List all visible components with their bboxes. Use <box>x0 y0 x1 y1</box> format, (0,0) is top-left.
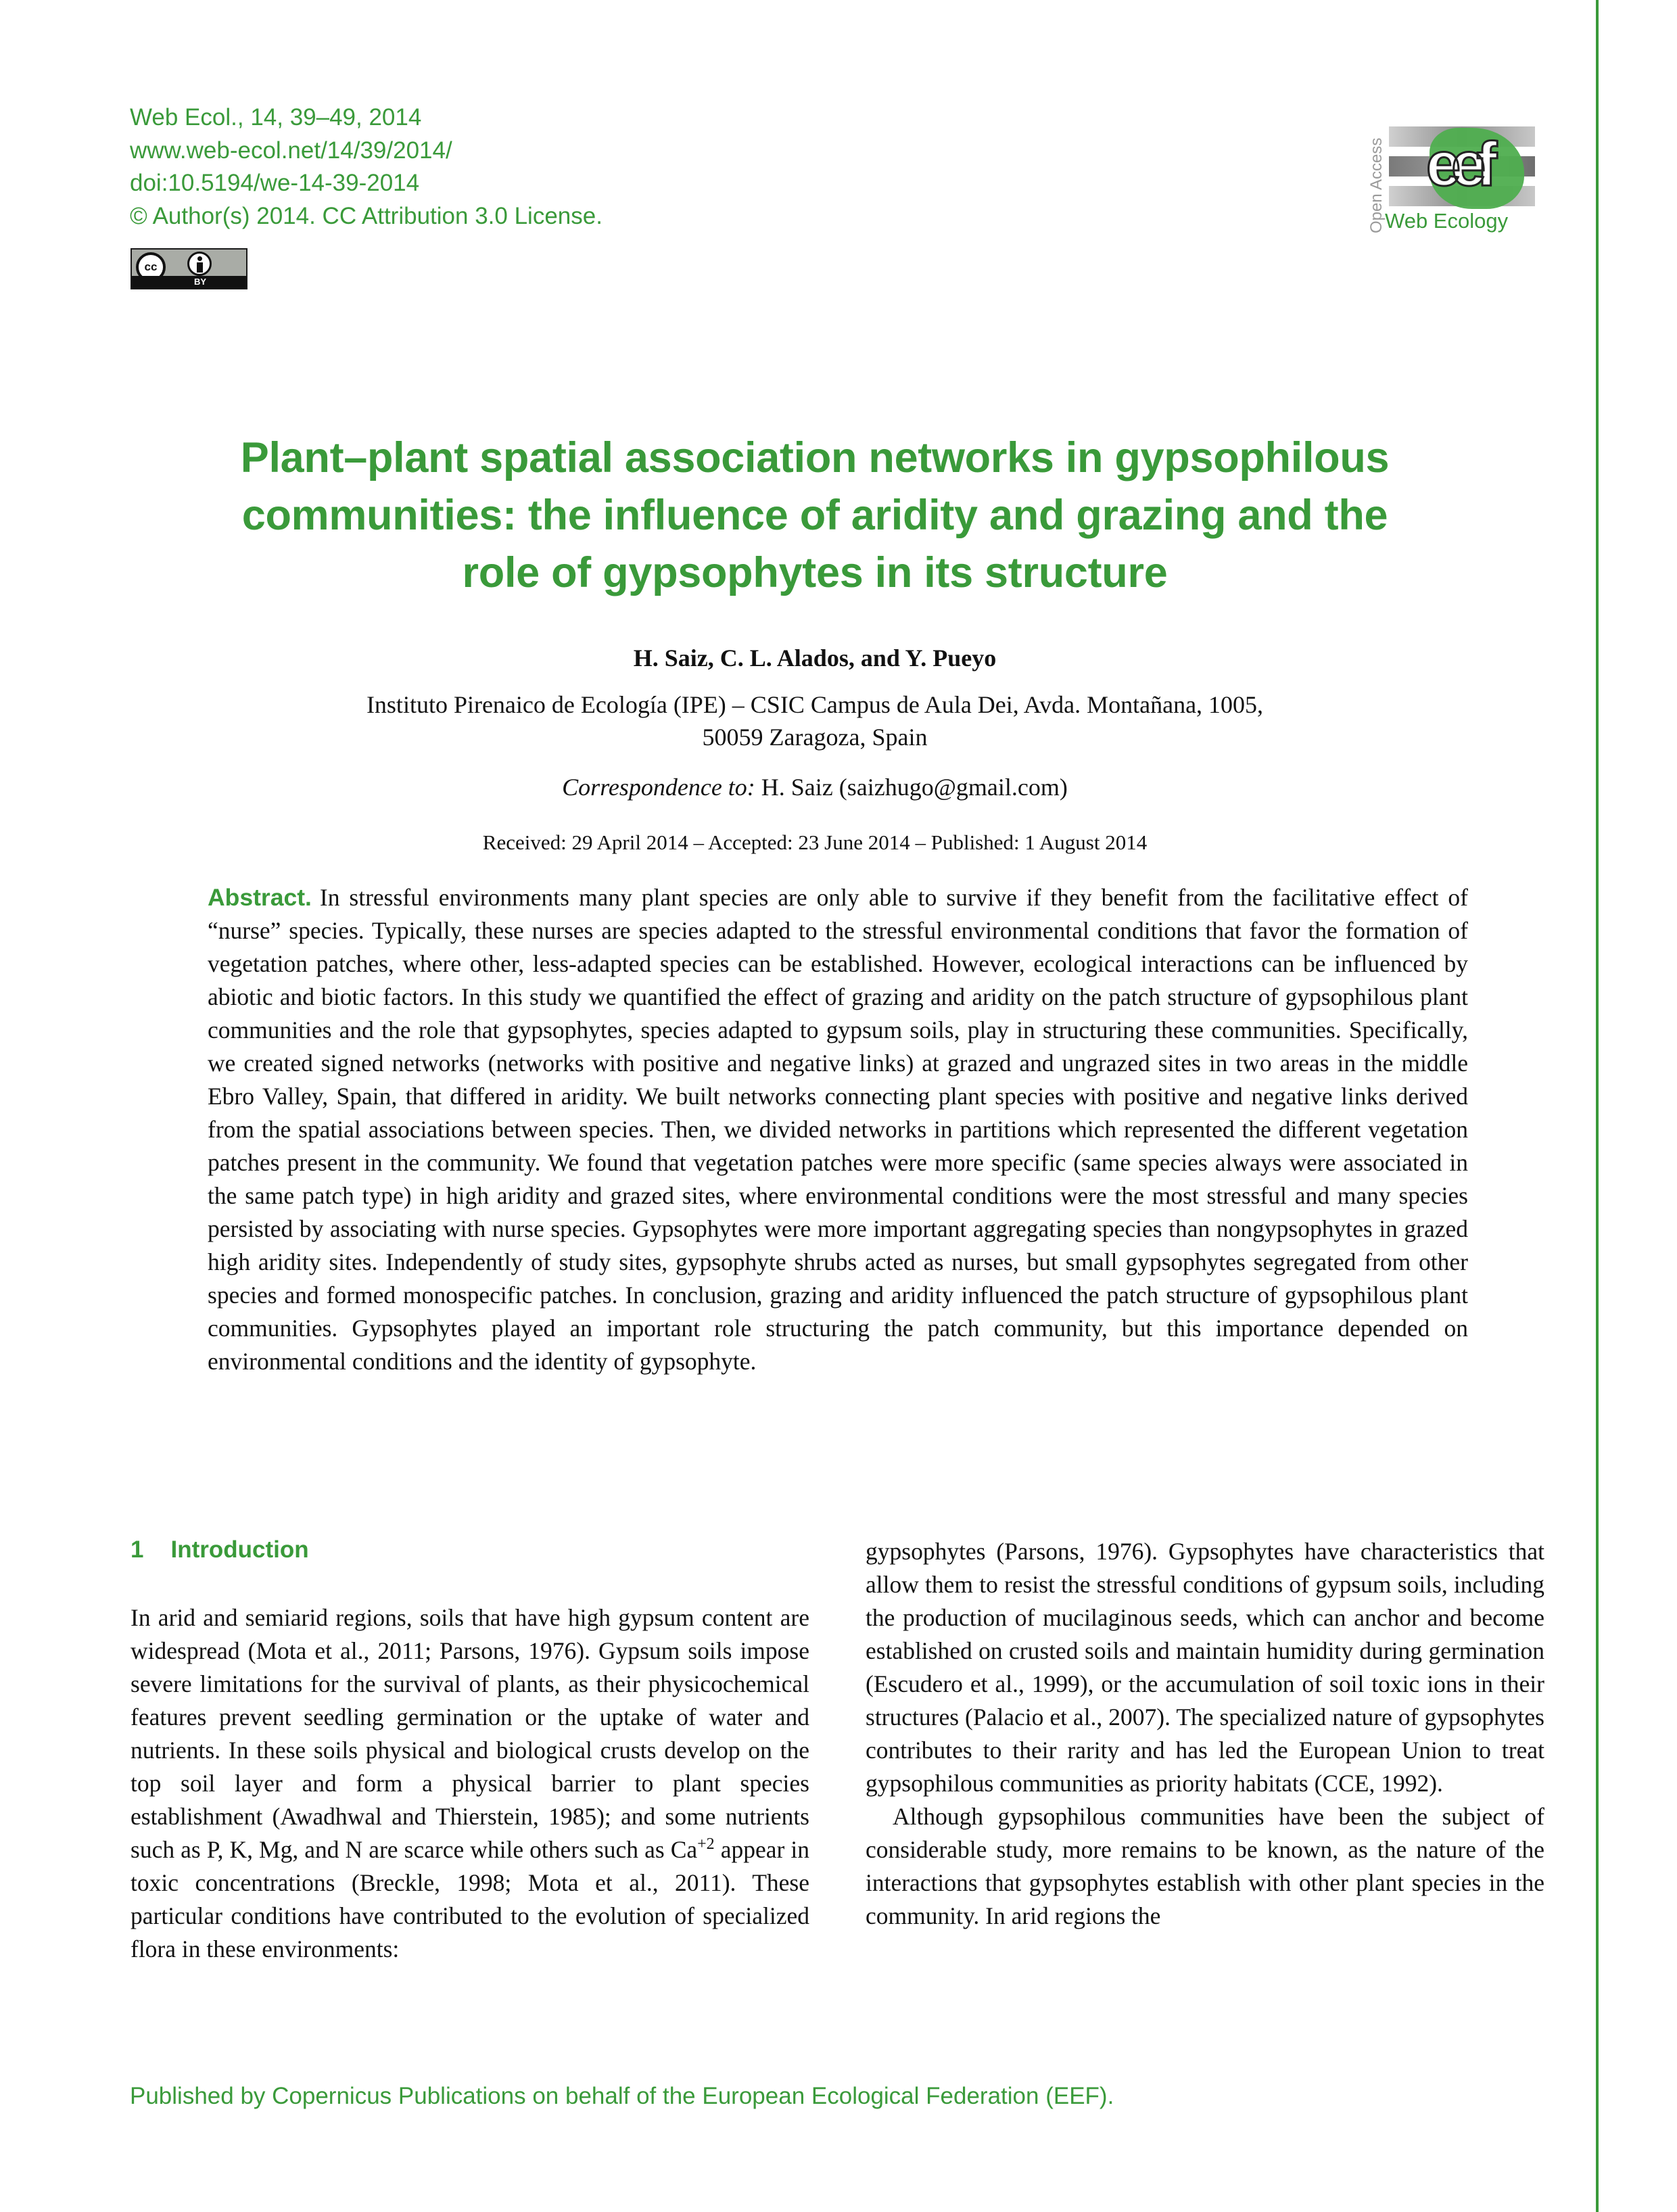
journal-url-link[interactable]: www.web-ecol.net/14/39/2014/ <box>130 137 452 164</box>
affiliation-line: Instituto Pirenaico de Ecología (IPE) – CSIC Campus de Aula Dei, Avda. Montañana, 1005, <box>366 691 1264 718</box>
logo-bands <box>1389 124 1535 210</box>
page-side-rule <box>1596 0 1599 2212</box>
doi-link[interactable]: doi:10.5194/we-14-39-2014 <box>130 170 420 196</box>
affiliation <box>162 688 1467 753</box>
body-column-left <box>131 1601 809 1966</box>
creative-commons-by-icon[interactable] <box>131 248 247 289</box>
title-line: role of gypsophytes in its structure <box>462 549 1168 596</box>
abstract-text: In stressful environments many plant species are only able to survive if they benefit from the facilitative effect of “nurse” species. Typically, these nurses are species adapted to the stressful environmental conditions that favor the formation of vegetation patches, where other, less-adapted species can be established. However, ecological interactions can be influenced by abiotic and biotic factors. In this study we quantified the effect of grazing and aridity on the patch structure of gypsophilous plant communities and the role that gypsophytes, species adapted to gypsum soils, play in structuring these communities. Specifically, we created signed networks (networks with positive and negative links) at grazed and ungrazed sites in two areas in the middle Ebro Valley, Spain, that differed in aridity. We built networks connecting plant species with positive and negative links derived from the spatial associations between species. Then, we divided networks in partitions which represented the different vegetation patches present in the community. We found that vegetation patches were more specific (same species always were associated in the same patch type) in high aridity and grazed sites, where environmental conditions were the most stressful and many species persisted by associating with nurse species. Gypsophytes were more important aggregating species than nongypsophytes in grazed high aridity sites. Independently of study sites, gypsophyte shrubs acted as nurses, but small gypsophytes segregated from other species and formed monospecific patches. In conclusion, grazing and aridity influenced the patch structure of gypsophilous plant communities. Gypsophytes played an important role structuring the patch community, but this importance depended on environmental conditions and the identity of gypsophyte. <box>208 884 1468 1375</box>
cc-by-label: BY <box>194 277 207 287</box>
cc-icon: cc <box>136 252 166 282</box>
abstract-label: Abstract. <box>208 884 312 911</box>
attribution-person-icon <box>187 252 212 276</box>
publication-dates: Received: 29 April 2014 – Accepted: 23 June 2014 – Published: 1 August 2014 <box>482 830 1148 854</box>
open-access-label: Open Access <box>1367 137 1386 233</box>
cc-badge-bar <box>132 276 246 288</box>
publisher-footer: Published by Copernicus Publications on behalf of the European Ecological Federation (EEF). <box>130 2083 1114 2109</box>
eef-mark: eef <box>1426 130 1488 199</box>
citation-line: Web Ecol., 14, 39–49, 2014 <box>130 104 422 131</box>
section-heading-introduction <box>131 1536 309 1563</box>
body-column-right <box>866 1535 1544 1933</box>
superscript: +2 <box>697 1835 715 1854</box>
license-line: © Author(s) 2014. CC Attribution 3.0 License. <box>130 202 603 229</box>
correspondence-label: Correspondence to: <box>562 774 755 801</box>
body-paragraph: In arid and semiarid regions, soils that have high gypsum content are widespread (Mota et al., 2011; Parsons, 1976). Gypsum soils impose severe limitations for the survival of plants, as their physicochemical features prevent seedling germination or the uptake of water and nutrients. In these soils physical and biological crusts develop on the top soil layer and form a physical barrier to plant species establishment (Awadhwal and Thierstein, 1985); and some nutrients such as P, K, Mg, and N are scarce while others such as $Ca^{+2}$ appear in toxic concentrations (Breckle, 1998; Mota et al., 2011). These particular conditions have contributed to the evolution of specialized flora in these environments: <box>131 1604 809 1962</box>
affiliation-line: 50059 Zaragoza, Spain <box>702 724 928 751</box>
title-line: communities: the influence of aridity and grazing and the <box>241 492 1388 539</box>
body-paragraph: Although gypsophilous communities have been the subject of considerable study, more remains to be known, as the nature of the interactions that gypsophytes establish with other plant species in the community. In arid regions the <box>866 1803 1544 1929</box>
section-number: 1 <box>131 1536 144 1563</box>
body-paragraph: gypsophytes (Parsons, 1976). Gypsophytes have characteristics that allow them to resist the stressful conditions of gypsum soils, including the production of mucilaginous seeds, which can anchor and become established on crusted soils and maintain humidity during germination (Escudero et al., 1999), or the accumulation of soil toxic ions in their structures (Palacio et al., 2007). The specialized nature of gypsophytes contributes to their rarity and has led the European Union to treat gypsophilous communities as priority habitats (CCE, 1992). <box>866 1538 1544 1797</box>
journal-header <box>130 101 603 233</box>
article-title <box>162 429 1467 602</box>
correspondence-email[interactable]: H. Saiz (saizhugo@gmail.com) <box>755 774 1068 801</box>
abstract <box>208 881 1468 1378</box>
correspondence <box>162 773 1467 801</box>
title-line: Plant–plant spatial association networks in gypsophilous <box>240 434 1390 481</box>
journal-name: Web Ecology <box>1385 209 1509 233</box>
section-title: Introduction <box>170 1536 309 1563</box>
author-list: H. Saiz, C. L. Alados, and Y. Pueyo <box>633 644 997 672</box>
web-ecology-logo <box>1366 118 1535 240</box>
